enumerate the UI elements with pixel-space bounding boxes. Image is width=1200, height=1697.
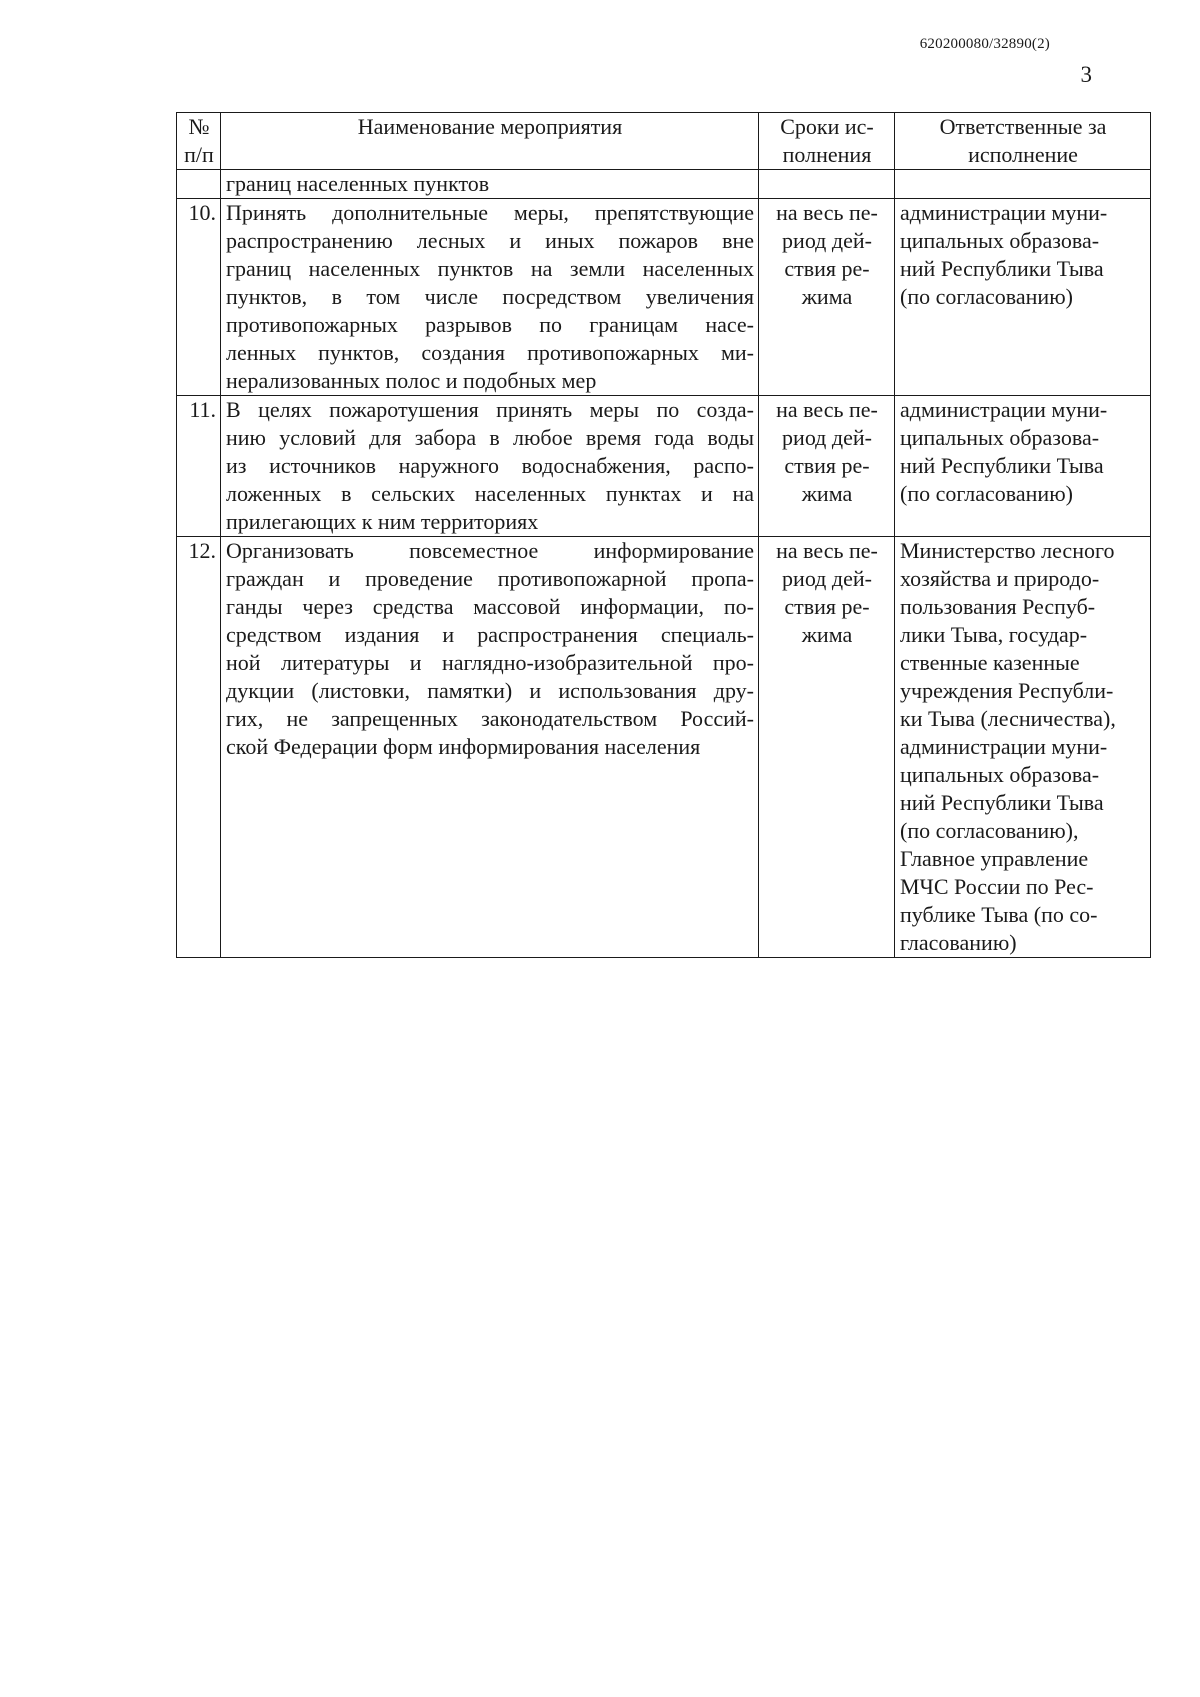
measure-description-line: ной литературы и наглядно-изобразительной про- [226,650,754,675]
responsible-parties-line: (по согласованию) [900,481,1073,506]
continuation-deadline-cell [759,170,895,199]
responsible-parties-line: (по согласованию), [900,818,1079,843]
deadline-line: ствия ре- [784,256,870,281]
responsible-parties-line: администрации муни- [900,734,1108,759]
header-number-line: № [188,114,210,139]
row-number-cell: 12. [177,537,221,958]
measure-description-line: ленных пунктов, создания противопожарных ми- [226,340,754,365]
responsible-parties-line: хозяйства и природо- [900,566,1100,591]
deadline-cell [759,396,895,537]
deadline-line: на весь пе- [776,397,878,422]
measure-description-cell [221,199,759,396]
measure-description-line: пунктов, в том числе посредством увеличения [226,284,754,309]
responsible-parties-line: пользования Респуб- [900,594,1096,619]
deadline-line: на весь пе- [776,538,878,563]
measure-description-line: Организовать повсеместное информирование [226,538,754,563]
measure-description-line: из источников наружного водоснабжения, распо- [226,453,754,478]
measure-description-line: границ населенных пунктов на земли населенных [226,256,754,281]
header-number-line: п/п [184,142,214,167]
responsible-parties-line: ственные казенные [900,650,1080,675]
responsible-parties-line: ний Республики Тыва [900,453,1104,478]
header-responsible [895,113,1151,170]
header-number [177,113,221,170]
responsible-parties-line: лики Тыва, государ- [900,622,1088,647]
deadline-cell [759,199,895,396]
header-deadline-line: Сроки ис- [780,114,874,139]
row-number-cell: 10. [177,199,221,396]
table-body [177,170,1151,958]
continuation-measure-cell [221,170,759,199]
deadline-line: ствия ре- [784,453,870,478]
responsible-parties-line: администрации муни- [900,200,1108,225]
deadline-line: на весь пе- [776,200,878,225]
table-row [177,199,1151,396]
responsible-parties-line: ний Республики Тыва [900,256,1104,281]
responsible-parties-line: учреждения Республи- [900,678,1114,703]
responsible-parties-line: ципальных образова- [900,228,1100,253]
responsible-parties-line: гласованию) [900,930,1017,955]
table-row-continuation [177,170,1151,199]
responsible-parties-line: Главное управление [900,846,1089,871]
deadline-line: жима [801,284,853,309]
responsible-parties-line: администрации муни- [900,397,1108,422]
deadline-line: риод дей- [782,228,872,253]
deadline-line: ствия ре- [784,594,870,619]
measure-description-line: В целях пожаротушения принять меры по созда- [226,397,754,422]
responsible-parties-line: МЧС России по Рес- [900,874,1094,899]
responsible-parties-line: Министерство лесного [900,538,1115,563]
deadline-cell [759,537,895,958]
measures-table [176,112,1151,958]
responsible-parties-line: публике Тыва (по со- [900,902,1098,927]
measure-description-cell [221,537,759,958]
deadline-line: риод дей- [782,566,872,591]
header-deadline-line: полнения [782,142,872,167]
continuation-measure-text: границ населенных пунктов [226,171,490,196]
responsible-parties-line: ки Тыва (лесничества), [900,706,1116,731]
measure-description-line: гих, не запрещенных законодательством Россий- [226,706,754,731]
responsible-parties-cell [895,199,1151,396]
page-number: 3 [1080,62,1092,87]
responsible-parties-cell [895,396,1151,537]
measure-description-line: средством издания и распространения специаль- [226,622,754,647]
responsible-parties-cell [895,537,1151,958]
measure-description-line: ской Федерации форм информирования населения [226,734,701,759]
responsible-parties-line: ципальных образова- [900,425,1100,450]
deadline-line: жима [801,622,853,647]
measure-description-line: прилегающих к ним территориях [226,509,539,534]
header-measure-name-line: Наименование мероприятия [357,114,623,139]
measure-description-line: ганды через средства массовой информации, по- [226,594,754,619]
deadline-line: риод дей- [782,425,872,450]
measure-description-line: граждан и проведение противопожарной пропа- [226,566,754,591]
responsible-parties-line: (по согласованию) [900,284,1073,309]
responsible-parties-line: ний Республики Тыва [900,790,1104,815]
table-row [177,396,1151,537]
measure-description-line: ложенных в сельских населенных пунктах и на [226,481,754,506]
header-responsible-line: Ответственные за [939,114,1107,139]
measure-description-line: нерализованных полос и подобных мер [226,368,597,393]
header-responsible-line: исполнение [968,142,1078,167]
table-header-row [177,113,1151,170]
header-deadline [759,113,895,170]
document-registration-code: 620200080/32890(2) [919,36,1050,52]
measure-description-line: Принять дополнительные меры, препятствующие [226,200,754,225]
measure-description-line: нию условий для забора в любое время года воды [226,425,754,450]
continuation-responsible-cell [895,170,1151,199]
table-row [177,537,1151,958]
header-measure-name [221,113,759,170]
measure-description-line: дукции (листовки, памятки) и использования дру- [226,678,754,703]
continuation-number-cell [177,170,221,199]
measure-description-cell [221,396,759,537]
measure-description-line: противопожарных разрывов по границам насе- [226,312,754,337]
row-number-cell: 11. [177,396,221,537]
measure-description-line: распространению лесных и иных пожаров вне [226,228,754,253]
deadline-line: жима [801,481,853,506]
responsible-parties-line: ципальных образова- [900,762,1100,787]
